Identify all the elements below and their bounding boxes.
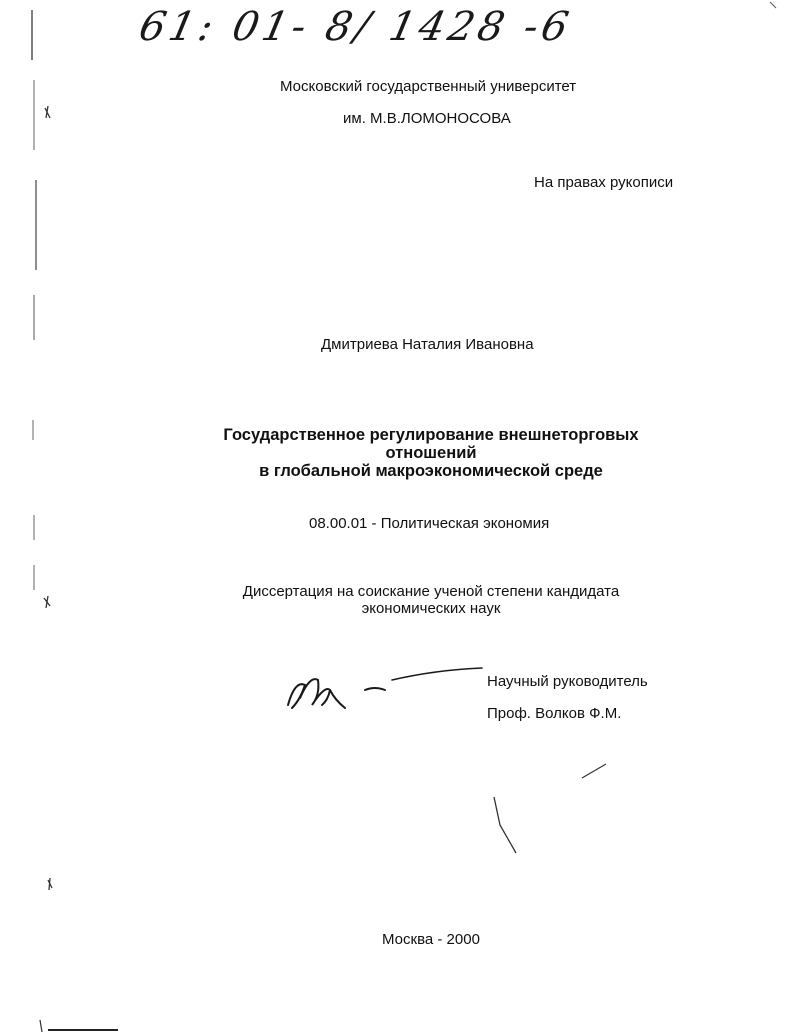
- title-line-2: отношений: [385, 444, 477, 462]
- title-line-1: Государственное регулирование внешнеторговых: [223, 426, 639, 444]
- degree-line-2: экономических наук: [361, 600, 501, 617]
- author-name: Дмитриева Наталия Ивановна: [321, 336, 534, 353]
- archive-code-handwritten: 61: 01- 8/ 1428 -6: [135, 4, 577, 50]
- university-named-after: им. М.В.ЛОМОНОСОВА: [343, 110, 511, 127]
- supervisor-label: Научный руководитель: [487, 673, 648, 690]
- degree-line-1: Диссертация на соискание ученой степени кандидата: [242, 583, 620, 600]
- signature-scribble: [270, 660, 500, 720]
- dissertation-title: [0, 426, 799, 480]
- title-line-3: в глобальной макроэкономической среде: [259, 462, 603, 480]
- specialty-code: 08.00.01 - Политическая экономия: [309, 515, 550, 532]
- pen-stroke-mark: [580, 760, 610, 780]
- degree-statement: [0, 583, 799, 617]
- city-year: Москва - 2000: [382, 931, 480, 948]
- rights-notice: На правах рукописи: [534, 174, 674, 191]
- university-name: Московский государственный университет: [280, 78, 577, 95]
- pen-stroke-mark: [490, 795, 520, 857]
- supervisor-name: Проф. Волков Ф.М.: [487, 705, 622, 722]
